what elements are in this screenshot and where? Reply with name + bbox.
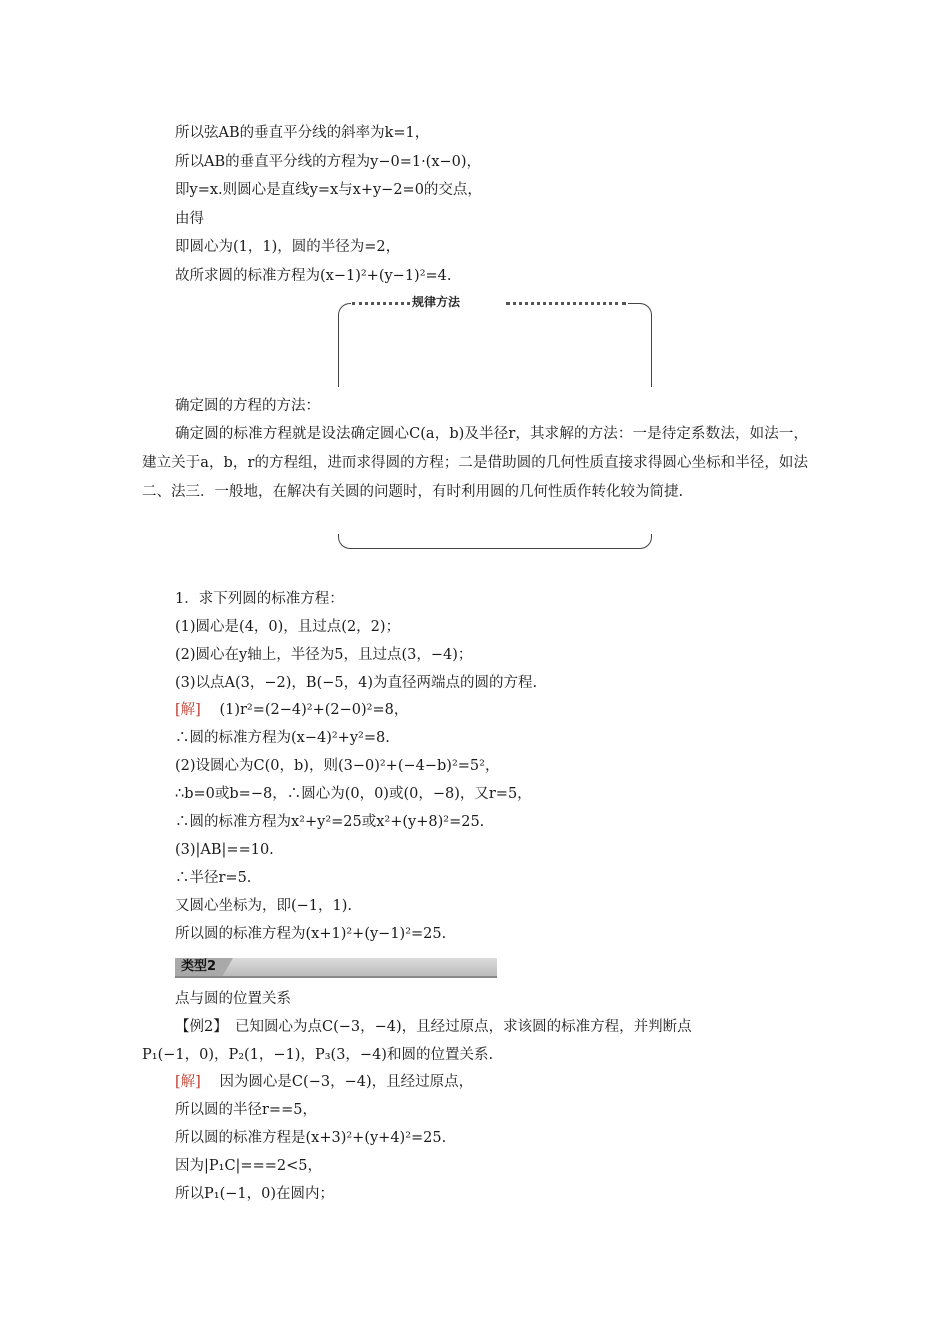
- exercise-question: 1．求下列圆的标准方程：: [175, 591, 344, 607]
- solution-line: 即圆心为(1，1)，圆的半径为=2，: [175, 239, 401, 255]
- exercise-part: (1)圆心是(4，0)，且过点(2，2)；: [175, 619, 401, 635]
- type-banner-label: 类型2: [181, 959, 217, 974]
- answer-line: 所以圆的标准方程为(x+1)²+(y−1)²=25.: [175, 926, 447, 942]
- solution-line: 故所求圆的标准方程为(x−1)²+(y−1)²=4.: [175, 268, 452, 284]
- answer-line: ∴b=0或b=−8，∴圆心为(0，0)或(0，−8)，又r=5，: [175, 786, 532, 802]
- example-line: P₁(−1，0)，P₂(1，−1)，P₃(3，−4)和圆的位置关系.: [142, 1047, 494, 1063]
- answer-line: 又圆心坐标为，即(−1，1).: [175, 898, 353, 914]
- method-box-title: 规律方法: [412, 295, 461, 309]
- solution-line: 所以弦AB的垂直平分线的斜率为k=1，: [175, 125, 430, 141]
- solution-line: 由得: [175, 211, 204, 227]
- solution-line: 即y=x.则圆心是直线y=x与x+y−2=0的交点，: [175, 182, 482, 198]
- answer-first-line: [175, 1072, 473, 1092]
- answer-line: (3)|AB|==10.: [175, 842, 274, 858]
- method-box-frame-top: [338, 295, 652, 390]
- method-body: 确定圆的标准方程就是设法确定圆心C(a，b)及半径r，其求解的方法：一是待定系数法，如法一，建立关于a，b，r的方程组，进而求得圆的方程；二是借助圆的几何性质直接求得圆心坐标和半径，如法二、法三．一般地，在解决有关圆的问题时，有时利用圆的几何性质作转化较为简捷.: [142, 426, 808, 500]
- section-title: 点与圆的位置关系: [175, 991, 291, 1007]
- answer-text: 因为圆心是C(−3，−4)，且经过原点，: [219, 1074, 474, 1090]
- answer-line: 因为|P₁C|===2<5，: [175, 1158, 322, 1174]
- answer-line: (2)设圆心为C(0，b)，则(3−0)²+(−4−b)²=5²，: [175, 758, 500, 774]
- example-line: 【例2】 已知圆心为点C(−3，−4)，且经过原点，求该圆的标准方程，并判断点: [175, 1019, 692, 1035]
- solution-line: 所以AB的垂直平分线的方程为y−0=1·(x−0)，: [175, 154, 482, 170]
- method-heading: 确定圆的方程的方法：: [175, 398, 320, 414]
- answer-line: 所以P₁(−1，0)在圆内；: [175, 1186, 334, 1202]
- answer-line: 所以圆的标准方程是(x+3)²+(y+4)²=25.: [175, 1130, 447, 1146]
- exercise-part: (3)以点A(3，−2)，B(−5，4)为直径两端点的圆的方程.: [175, 675, 538, 691]
- answer-line: ∴圆的标准方程为(x−4)²+y²=8.: [175, 730, 390, 746]
- answer-text: (1)r²=(2−4)²+(2−0)²=8，: [219, 702, 409, 718]
- exercise-part: (2)圆心在y轴上，半径为5，且过点(3，−4)；: [175, 647, 473, 663]
- answer-line: 所以圆的半径r==5，: [175, 1102, 317, 1118]
- answer-label: [解]: [175, 702, 201, 718]
- type-banner: [175, 958, 497, 978]
- method-box-frame-bottom: [338, 534, 652, 552]
- answer-line: ∴圆的标准方程为x²+y²=25或x²+(y+8)²=25.: [175, 814, 485, 830]
- answer-line: ∴半径r=5.: [175, 870, 252, 886]
- answer-first-line: [175, 700, 408, 720]
- answer-label: [解]: [175, 1074, 201, 1090]
